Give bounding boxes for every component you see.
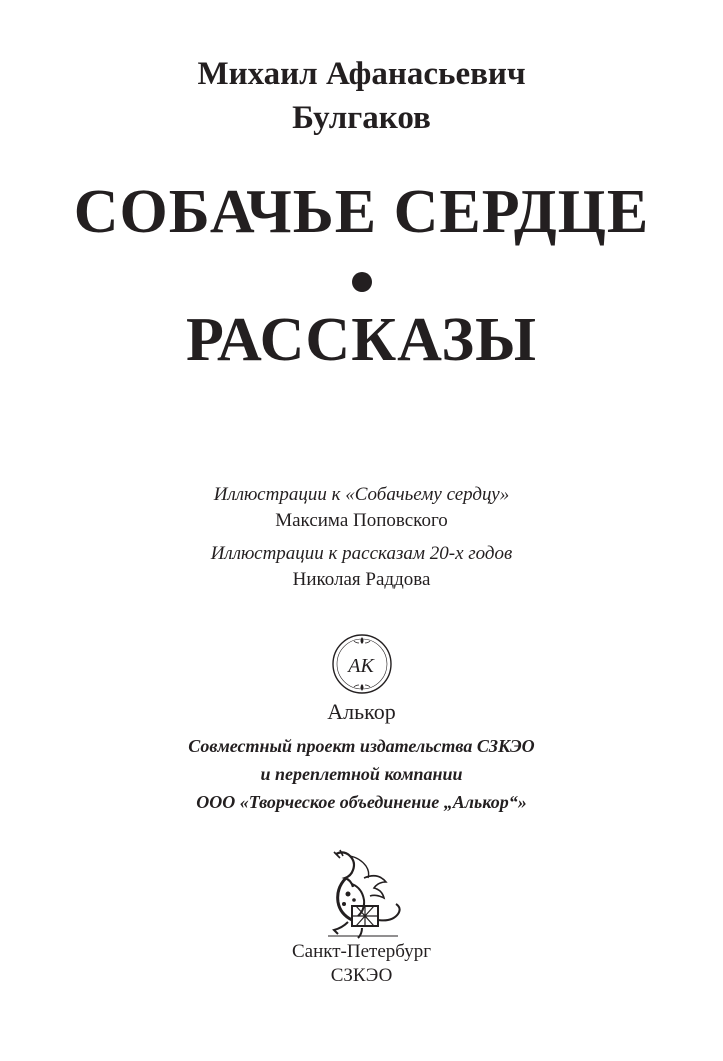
dragon-emblem-icon: [318, 848, 408, 940]
illustrations-credit-1-artist: Максима Поповского: [275, 510, 448, 531]
author-first-names: Михаил Афанасьевич: [197, 56, 526, 92]
imprint-city: Санкт-Петербург: [291, 941, 431, 962]
book-title-secondary: РАССКАЗЫ: [186, 306, 537, 374]
joint-project-line-1: Совместный проект издательства СЗКЭО: [188, 736, 535, 756]
alkor-monogram-icon: [330, 632, 394, 696]
title-separator-bullet: [352, 272, 372, 292]
joint-project-line-2: и переплетной компании: [260, 764, 463, 784]
logo-monogram: АК: [348, 655, 374, 677]
illustrations-credit-2-label: Иллюстрации к рассказам 20-х годов: [210, 543, 513, 564]
imprint-publisher: СЗКЭО: [330, 965, 393, 986]
illustrations-credit-2-artist: Николая Раддова: [292, 569, 431, 590]
book-title-main: СОБАЧЬЕ СЕРДЦЕ: [73, 178, 650, 246]
publisher-logo-name: Алькор: [327, 699, 396, 724]
author-surname: Булгаков: [292, 100, 431, 136]
illustrations-credit-1-label: Иллюстрации к «Собачьему сердцу»: [213, 484, 510, 505]
joint-project-line-3: ООО «Творческое объединение „Алькор“»: [196, 792, 527, 812]
